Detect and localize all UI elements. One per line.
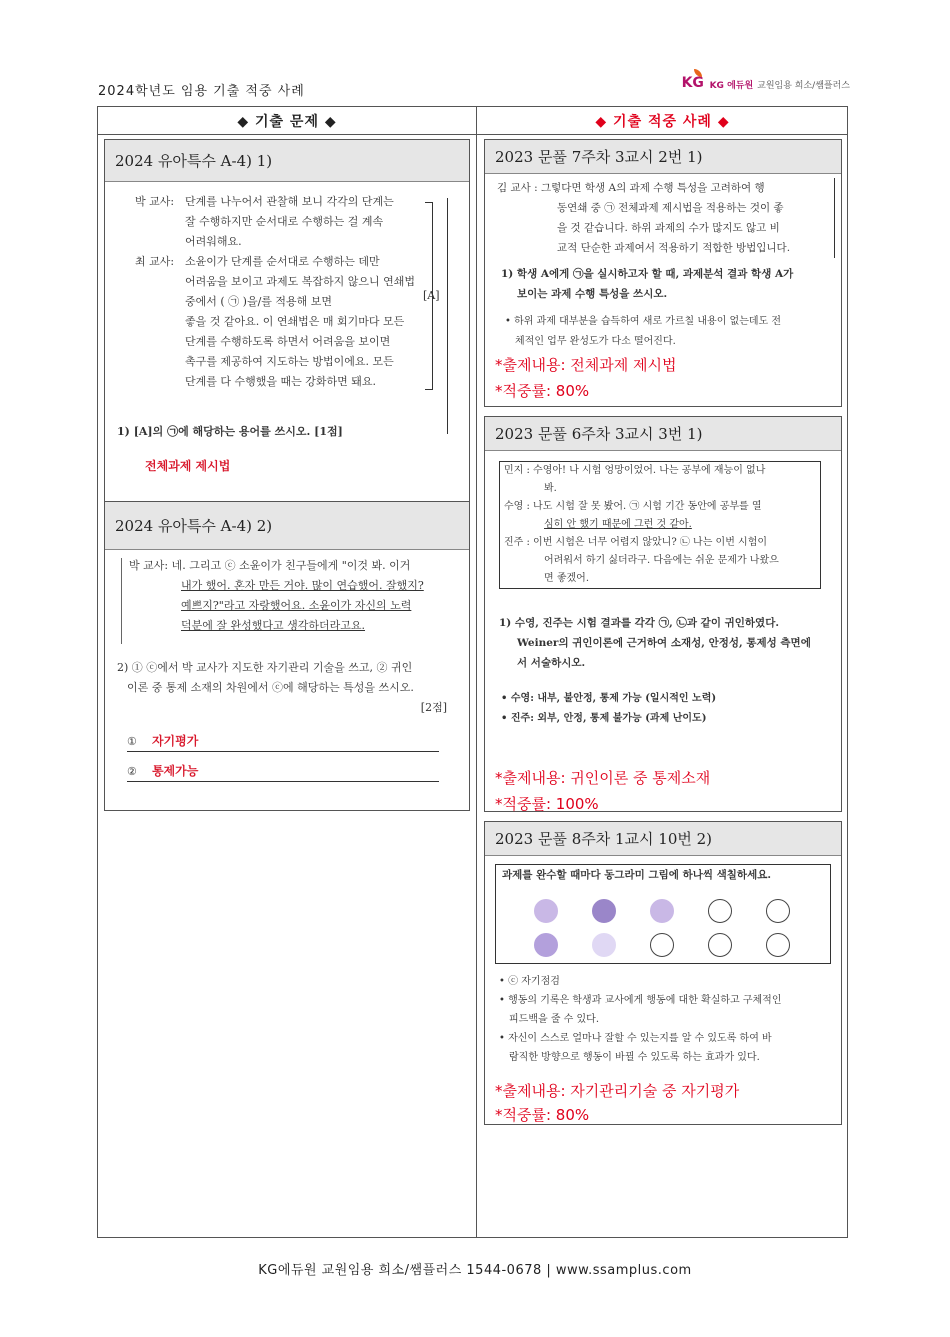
passage-line: 어려움을 보이고 과제도 복잡하지 않으니 연쇄법	[185, 275, 416, 288]
passage-line: 박 교사: 단계를 나누어서 관찰해 보니 각각의 단계는	[135, 195, 394, 208]
case-1-question: 1) 학생 A에게 ㉠을 실시하고자 할 때, 과제분석 결과 학생 A가 보이는 과제 수행 특성을 쓰시오.	[501, 268, 794, 300]
case-1-content: *출제내용: 전체과제 제시법	[495, 356, 677, 374]
case-3-title: 2023 문풀 8주차 1교시 10번 2)	[485, 822, 841, 856]
hit-case-2	[484, 416, 842, 812]
case-3-rate: *적중률: 80%	[495, 1106, 590, 1124]
brand-sub: 교원임용 희소/쌤플러스	[757, 81, 850, 91]
coloring-circle	[766, 899, 790, 923]
case-3-chart-box	[495, 864, 831, 964]
page-title: 2024학년도 임용 기출 적중 사례	[98, 84, 305, 99]
case-3-notes: • ⓒ 자기점검 • 행동의 기록은 학생과 교사에게 행동에 대한 확실하고 구체적인 피드백을 줄 수 있다. • 자신이 스스로 얼마나 잘할 수 있는지를 알 수 있도록 하여 바 람직한 방향으로 행동이 바뀔 수 있도록 하는 효과가 있다.	[499, 976, 782, 1063]
case-3-instruction: 과제를 완수할 때마다 동그라미 그림에 하나씩 색칠하세요.	[502, 869, 772, 881]
question-2-points: [2점]	[420, 701, 447, 714]
case-2-content: *출제내용: 귀인이론 중 통제소재	[495, 769, 711, 787]
passage-line: 잘 수행하지만 순서대로 수행하는 걸 계속	[185, 215, 384, 228]
hit-case-1	[484, 139, 842, 407]
answer-row-1: ① 자기평가	[127, 730, 439, 752]
passage-line: 예쁘지?"라고 자랑했어요. 소윤이가 자신의 노력	[181, 599, 412, 612]
passage-line: 단계를 다 수행했을 때는 강화하면 돼요.	[185, 375, 376, 388]
case-2-question: 1) 수영, 진주는 시험 결과를 각각 ㉠, ㉡과 같이 귀인하였다. Weiner의 귀인이론에 근거하여 소재성, 안정성, 통제성 측면에 서 서술하시오.	[499, 617, 811, 669]
case-1-rate: *적중률: 80%	[495, 382, 590, 400]
coloring-circle	[592, 933, 616, 957]
case-2-dialog-box	[499, 461, 821, 589]
coloring-circle	[708, 899, 732, 923]
passage-line: 박 교사: 네. 그리고 ⓒ 소윤이가 친구들에게 "이것 봐. 이거	[129, 559, 411, 572]
case-2-dialog: 민지 : 수영아! 나 시험 엉망이었어. 나는 공부에 재능이 없나 봐. 수영 : 나도 시험 잘 못 봤어. ㉠ 시험 기간 동안에 공부를 열 심히 안 했기 때문에 그런 것 같아. 진주 : 이번 시험은 너무 어렵지 않았니? ㉡ 나는 이번 시험이 어려워서 하기 싫더라구. 다음에는 쉬운 문제가 나왔으 면 좋겠어.	[504, 465, 779, 584]
coloring-circle	[534, 933, 558, 957]
kg-logo-icon: KG	[682, 69, 706, 91]
passage-line: 최 교사: 소윤이가 단계를 순서대로 수행하는 데만	[135, 255, 380, 268]
page-footer: KG에듀원 교원임용 희소/쌤플러스 1544-0678 | www.ssamplus.com	[258, 1263, 692, 1278]
case-1-passage: 김 교사 : 그렇다면 학생 A의 과제 수행 특성을 고려하여 행 동연쇄 중 ㉠ 전체과제 제시법을 적용하는 것이 좋 을 것 같습니다. 하위 과제의 수가 많지도 않고 비 교적 단순한 과제여서 적용하기 적합한 방법입니다.	[497, 178, 835, 258]
passage-line: 촉구를 제공하여 지도하는 방법이에요. 모든	[185, 355, 394, 368]
brand-name: KG 에듀원	[709, 81, 754, 91]
question-1-answer: 전체과제 제시법	[145, 459, 231, 473]
case-2-answer: • 수영: 내부, 불안정, 통제 가능 (일시적인 노력) • 진주: 외부, 안정, 통제 불가능 (과제 난이도)	[501, 693, 717, 724]
coloring-circle	[708, 933, 732, 957]
question-2-passage	[129, 556, 441, 636]
passage-line: 단계를 수행하도록 하면서 어려움을 보이면	[185, 335, 391, 348]
question-1-passage	[135, 192, 431, 392]
case-1-title: 2023 문풀 7주차 3교시 2번 1)	[485, 140, 841, 174]
question-1-title: 2024 유아특수 A-4) 1)	[105, 140, 469, 182]
exam-question-2	[104, 501, 470, 811]
case-2-title: 2023 문풀 6주차 3교시 3번 1)	[485, 417, 841, 451]
answer-row-2: ② 통제가능	[127, 760, 439, 782]
exam-question-1	[104, 139, 470, 503]
question-2-title: 2024 유아특수 A-4) 2)	[105, 502, 469, 550]
question-2-prompt: 2) ① ⓒ에서 박 교사가 지도한 자기관리 기술을 쓰고, ② 귀인 이론 중 통제 소재의 차원에서 ⓒ에 해당하는 특성을 쓰시오. [2점]	[117, 658, 447, 718]
passage-line: 중에서 ( ㉠ )을/를 적용해 보면	[185, 295, 333, 308]
coloring-circle	[592, 899, 616, 923]
question-1-prompt: 1) [A]의 ㉠에 해당하는 용어를 쓰시오. [1점]	[117, 425, 343, 438]
coloring-circle-grid	[496, 865, 830, 963]
comparison-table	[97, 106, 848, 1238]
answer-1-text: 자기평가	[151, 734, 199, 748]
hit-case-3	[484, 821, 842, 1125]
passage-line: 내가 했어. 혼자 만든 거야. 많이 연습했어. 잘했지?	[181, 579, 424, 592]
passage-line: 좋을 것 같아요. 이 연쇄법은 매 회기마다 모든	[185, 315, 405, 328]
coloring-circle	[650, 899, 674, 923]
brand-logo	[682, 68, 850, 91]
coloring-circle	[766, 933, 790, 957]
passage-rule	[447, 198, 448, 434]
case-1-answer: • 하위 과제 대부분을 습득하여 새로 가르칠 내용이 없는데도 전 체적인 업무 완성도가 다소 떨어진다.	[505, 316, 782, 347]
passage-line: 어려워해요.	[185, 235, 242, 248]
case-2-rate: *적중률: 100%	[495, 795, 599, 813]
left-column-header: ◆ 기출 문제 ◆	[98, 107, 476, 135]
bracket-label: [A]	[423, 289, 440, 302]
case-3-content: *출제내용: 자기관리기술 중 자기평가	[495, 1082, 740, 1100]
right-column-header: ◆ 기출 적중 사례 ◆	[477, 107, 848, 135]
coloring-circle	[650, 933, 674, 957]
coloring-circle	[534, 899, 558, 923]
column-divider	[476, 107, 477, 1237]
answer-2-text: 통제가능	[151, 764, 199, 778]
passage-line: 덕분에 잘 완성했다고 생각하더라고요.	[181, 619, 366, 632]
